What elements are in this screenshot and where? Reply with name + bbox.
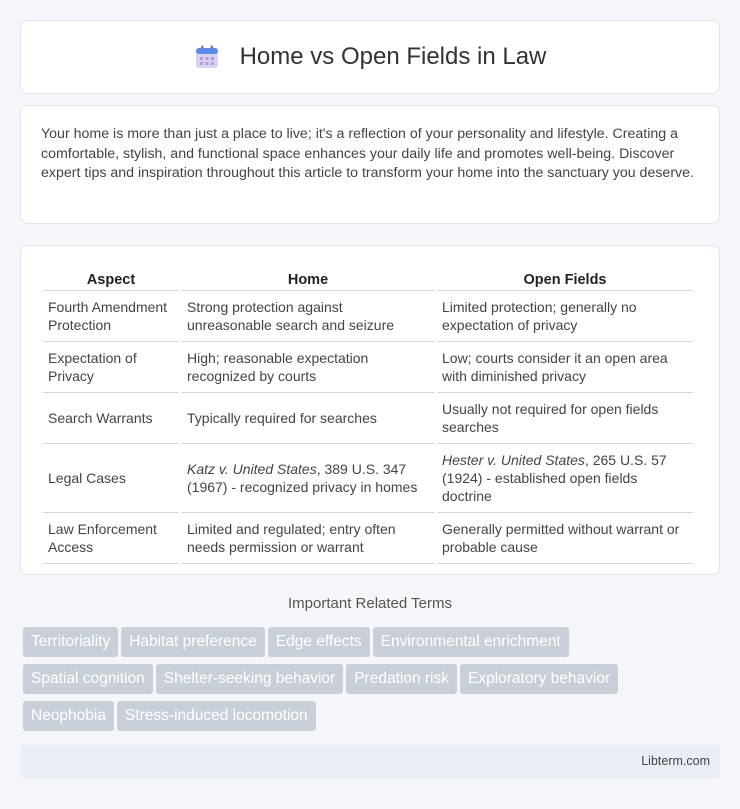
table-row bbox=[43, 291, 693, 342]
term-tag[interactable]: Territoriality bbox=[23, 627, 118, 657]
column-header-open-fields: Open Fields bbox=[437, 266, 693, 291]
table-row bbox=[43, 513, 693, 564]
term-tag[interactable]: Predation risk bbox=[346, 664, 457, 694]
comparison-card bbox=[20, 245, 720, 575]
cell-open-fields: Usually not required for open fields searches bbox=[437, 393, 693, 444]
related-terms-list bbox=[23, 627, 723, 738]
footer-site-link[interactable]: Libterm.com bbox=[641, 754, 710, 768]
term-tag[interactable]: Neophobia bbox=[23, 701, 114, 731]
cell-aspect: Search Warrants bbox=[43, 393, 179, 444]
cell-home: Strong protection against unreasonable search and seizure bbox=[182, 291, 434, 342]
cell-home: High; reasonable expectation recognized by courts bbox=[182, 342, 434, 393]
cell-open-fields: Generally permitted without warrant or probable cause bbox=[437, 513, 693, 564]
page-title: Home vs Open Fields in Law bbox=[239, 43, 547, 70]
case-citation-hester: , 265 U.S. 57 (1924) - established open fields doctrine bbox=[442, 452, 667, 504]
case-name-katz: Katz v. United States bbox=[187, 461, 317, 477]
table-row bbox=[43, 393, 693, 444]
term-tag[interactable]: Exploratory behavior bbox=[460, 664, 618, 694]
cell-home: Limited and regulated; entry often needs permission or warrant bbox=[182, 513, 434, 564]
case-citation-katz: , 389 U.S. 347 (1967) - recognized privacy in homes bbox=[187, 461, 418, 495]
footer bbox=[20, 745, 720, 778]
term-tag[interactable]: Stress-induced locomotion bbox=[117, 701, 316, 731]
cell-open-fields: Limited protection; generally no expectation of privacy bbox=[437, 291, 693, 342]
term-tag[interactable]: Spatial cognition bbox=[23, 664, 153, 694]
table-row bbox=[43, 342, 693, 393]
related-terms-title: Important Related Terms bbox=[288, 595, 452, 612]
cell-open-fields: Low; courts consider it an open area with diminished privacy bbox=[437, 342, 693, 393]
table-row bbox=[43, 444, 693, 513]
column-header-aspect: Aspect bbox=[43, 266, 179, 291]
cell-home bbox=[182, 444, 434, 513]
intro-text: Your home is more than just a place to live; it's a reflection of your personality and lifestyle. Creating a comfortable, stylish, and functional space enhances your daily life and promotes well-being. Discover expert tips and inspiration throughout this article to transform your home into the sanctuary you deserve. bbox=[41, 126, 694, 181]
cell-aspect: Expectation of Privacy bbox=[43, 342, 179, 393]
cell-aspect: Legal Cases bbox=[43, 444, 179, 513]
term-tag[interactable]: Habitat preference bbox=[121, 627, 265, 657]
term-tag[interactable]: Environmental enrichment bbox=[373, 627, 569, 657]
case-name-hester: Hester v. United States bbox=[442, 452, 585, 468]
cell-open-fields bbox=[437, 444, 693, 513]
cell-home: Typically required for searches bbox=[182, 393, 434, 444]
term-tag[interactable]: Shelter-seeking behavior bbox=[156, 664, 343, 694]
header-card bbox=[20, 20, 720, 94]
cell-aspect: Fourth Amendment Protection bbox=[43, 291, 179, 342]
intro-card bbox=[20, 105, 720, 224]
table-header-row bbox=[43, 266, 693, 291]
comparison-table bbox=[40, 266, 696, 564]
term-tag[interactable]: Edge effects bbox=[268, 627, 370, 657]
calendar-icon bbox=[194, 44, 220, 70]
column-header-home: Home bbox=[182, 266, 434, 291]
cell-aspect: Law Enforcement Access bbox=[43, 513, 179, 564]
